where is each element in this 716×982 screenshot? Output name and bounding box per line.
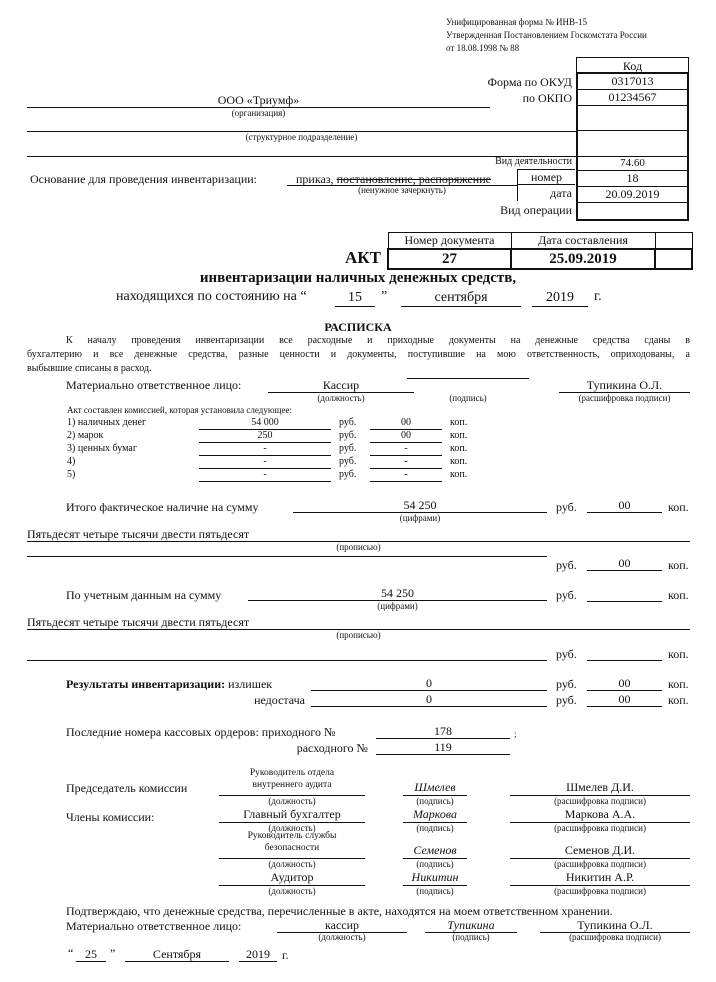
form-name: Унифицированная форма № ИНВ-15 bbox=[446, 17, 588, 27]
item-kop[interactable]: - bbox=[370, 456, 442, 469]
basis-label: Основание для проведения инвентаризации: bbox=[30, 172, 258, 186]
item-kop-label: коп. bbox=[450, 430, 468, 441]
receipt-text-3: выбывшие списаны в расход. bbox=[27, 363, 152, 374]
item-rub-label: руб. bbox=[339, 443, 357, 454]
confirmation-close-quote: ” bbox=[110, 946, 116, 960]
division-caption: (структурное подразделение) bbox=[245, 132, 358, 142]
confirmation-position-caption: (должность) bbox=[318, 932, 366, 942]
signature-name-caption: (расшифровка подписи) bbox=[554, 886, 646, 896]
signature-position[interactable]: Главный бухгалтер bbox=[243, 807, 341, 821]
act-empty-header bbox=[655, 233, 692, 250]
operation-label: Вид операции bbox=[500, 203, 572, 217]
signature-caption: (подпись) bbox=[416, 823, 454, 833]
form-approval: Утвержденная Постановлением Госкомстата России bbox=[446, 30, 647, 40]
signature-caption: (подпись) bbox=[416, 886, 454, 896]
book-kop[interactable] bbox=[587, 586, 662, 602]
book-label: По учетным данным на сумму bbox=[66, 588, 222, 602]
outgoing-order[interactable]: 119 bbox=[376, 740, 510, 755]
signature-handwritten[interactable]: Шмелев bbox=[414, 780, 456, 794]
item-kop-label: коп. bbox=[450, 443, 468, 454]
code-table bbox=[576, 57, 689, 221]
surplus-kop-label: коп. bbox=[668, 677, 689, 691]
signature-name[interactable]: Никитин А.Р. bbox=[565, 870, 635, 884]
item-kop[interactable]: - bbox=[370, 469, 442, 482]
confirmation-open-quote: “ bbox=[68, 946, 74, 960]
orders-label: Последние номера кассовых ордеров: приходного № bbox=[66, 725, 336, 739]
signature-name[interactable]: Семенов Д.И. bbox=[564, 843, 636, 857]
item-label: 2) марок bbox=[67, 430, 104, 441]
orders-separator: ; bbox=[514, 729, 517, 739]
item-rub-label: руб. bbox=[339, 469, 357, 480]
signature-position-line2[interactable]: внутреннего аудита bbox=[252, 780, 332, 790]
responsible-position-caption: (должность) bbox=[317, 393, 365, 403]
okud-label: Форма по ОКУД bbox=[487, 75, 572, 89]
book-words-kop-label: коп. bbox=[668, 647, 689, 661]
signature-handwritten[interactable]: Никитин bbox=[411, 870, 459, 884]
signature-position-caption: (должность) bbox=[268, 823, 316, 833]
actual-words[interactable]: Пятьдесят четыре тысячи двести пятьдесят bbox=[27, 527, 690, 542]
actual-kop-label: коп. bbox=[668, 500, 689, 514]
act-subtitle: инвентаризации наличных денежных средств, bbox=[199, 270, 517, 286]
signature-name-caption: (расшифровка подписи) bbox=[554, 823, 646, 833]
actual-words-line-2[interactable] bbox=[27, 556, 547, 557]
shortage-rub-label: руб. bbox=[556, 693, 577, 707]
confirmation-signature[interactable]: Тупикина bbox=[425, 918, 517, 933]
item-rub[interactable]: 250 bbox=[199, 430, 331, 443]
confirmation-year-suffix: г. bbox=[282, 948, 289, 962]
division-line-2 bbox=[27, 156, 576, 157]
item-label: 3) ценных бумаг bbox=[67, 443, 137, 454]
state-prefix: находящихся по состоянию на bbox=[116, 289, 297, 304]
item-label: 4) bbox=[67, 456, 76, 467]
item-rub[interactable]: - bbox=[199, 469, 331, 482]
outgoing-order-label: расходного № bbox=[296, 741, 368, 755]
signature-position-caption: (должность) bbox=[268, 796, 316, 806]
book-digits-caption: (цифрами) bbox=[377, 601, 418, 611]
okpo-value[interactable]: 01234567 bbox=[576, 90, 689, 106]
shortage-kop-label: коп. bbox=[668, 693, 689, 707]
shortage-kop[interactable]: 00 bbox=[587, 692, 662, 707]
surplus-label: излишек bbox=[228, 677, 273, 691]
act-title: АКТ bbox=[345, 248, 381, 267]
code-empty-1[interactable] bbox=[576, 106, 689, 131]
act-doc-table bbox=[387, 232, 693, 270]
receipt-text-1: К началу проведения инвентаризации все расходные и приходные документы на денежные средства сданы в bbox=[66, 335, 690, 346]
state-day[interactable]: 15 bbox=[335, 290, 375, 307]
state-year[interactable]: 2019 bbox=[532, 290, 588, 307]
responsible-position[interactable]: Кассир bbox=[268, 378, 414, 393]
open-quote: “ bbox=[300, 289, 307, 304]
results-label: Результаты инвентаризации: bbox=[66, 677, 226, 691]
responsible-name-caption: (расшифровка подписи) bbox=[578, 393, 671, 403]
activity-value[interactable]: 74.60 bbox=[576, 157, 689, 171]
state-month[interactable]: сентября bbox=[401, 290, 521, 307]
actual-words-kop[interactable]: 00 bbox=[587, 556, 662, 571]
book-words-rub-label: руб. bbox=[556, 647, 577, 661]
item-rub-label: руб. bbox=[339, 456, 357, 467]
book-words-kop[interactable] bbox=[587, 645, 662, 661]
item-kop[interactable]: - bbox=[370, 443, 442, 456]
signature-position-line2[interactable]: безопасности bbox=[264, 843, 320, 853]
book-kop-label: коп. bbox=[668, 588, 689, 602]
surplus-rub[interactable]: 0 bbox=[311, 676, 547, 691]
activity-label: Вид деятельности bbox=[495, 156, 572, 167]
signature-handwritten[interactable]: Семенов bbox=[413, 843, 457, 857]
item-rub-label: руб. bbox=[339, 430, 357, 441]
confirmation-responsible-label: Материально ответственное лицо: bbox=[66, 919, 242, 933]
signature-name[interactable]: Маркова А.А. bbox=[564, 807, 636, 821]
operation-value[interactable] bbox=[576, 203, 689, 221]
signature-name[interactable]: Шмелев Д.И. bbox=[566, 780, 634, 794]
receipt-title: РАСПИСКА bbox=[324, 320, 392, 334]
confirmation-month[interactable]: Сентября bbox=[125, 947, 229, 962]
form-approval-date: от 18.08.1998 № 88 bbox=[446, 43, 520, 53]
signature-position-line1: Руководитель отдела bbox=[249, 768, 335, 778]
actual-label: Итого фактическое наличие на сумму bbox=[66, 500, 259, 514]
confirmation-name-caption: (расшифровка подписи) bbox=[569, 932, 661, 942]
basis-number-label: номер bbox=[517, 169, 575, 185]
book-words-line-2[interactable] bbox=[27, 645, 547, 661]
item-label: 5) bbox=[67, 469, 76, 480]
basis-number-value[interactable]: 18 bbox=[576, 171, 689, 187]
book-rub-label: руб. bbox=[556, 588, 577, 602]
confirmation-day[interactable]: 25 bbox=[76, 947, 106, 962]
actual-rub[interactable]: 54 250 bbox=[293, 498, 547, 513]
confirmation-signature-caption: (подпись) bbox=[452, 932, 490, 942]
actual-words-rub-label: руб. bbox=[556, 558, 577, 572]
state-date-row bbox=[116, 289, 307, 305]
act-empty-cell bbox=[655, 249, 692, 269]
item-kop-label: коп. bbox=[450, 456, 468, 467]
results-row-surplus bbox=[66, 677, 272, 692]
book-words[interactable]: Пятьдесят четыре тысячи двести пятьдесят bbox=[27, 615, 690, 630]
item-kop-label: коп. bbox=[450, 469, 468, 480]
doc-number[interactable]: 27 bbox=[388, 249, 511, 269]
basis-caption: (ненужное зачеркнуть) bbox=[358, 185, 446, 195]
signature-position[interactable]: Аудитор bbox=[270, 870, 314, 884]
doc-date[interactable]: 25.09.2019 bbox=[511, 249, 655, 269]
item-kop[interactable]: 00 bbox=[370, 417, 442, 430]
item-rub[interactable]: - bbox=[199, 443, 331, 456]
surplus-rub-label: руб. bbox=[556, 677, 577, 691]
basis-kept: приказ, bbox=[296, 172, 337, 186]
responsible-signature[interactable] bbox=[407, 378, 529, 379]
signature-name-caption: (расшифровка подписи) bbox=[554, 859, 646, 869]
signature-handwritten[interactable]: Маркова bbox=[412, 807, 458, 821]
signature-position-line1: Руководитель службы bbox=[247, 831, 337, 841]
organization-name[interactable]: ООО «Триумф» bbox=[217, 93, 300, 107]
basis-date-divider bbox=[517, 185, 518, 201]
responsible-label: Материально ответственное лицо: bbox=[66, 378, 242, 392]
doc-number-header: Номер документа bbox=[388, 233, 511, 250]
shortage-rub[interactable]: 0 bbox=[311, 692, 547, 707]
receipt-text-2: бухгалтерию и все денежные средства, разные ценности и документы, поступившие на мою ответственность, оприходованы, а bbox=[27, 349, 690, 360]
organization-caption: (организация) bbox=[231, 108, 286, 118]
item-rub-label: руб. bbox=[339, 417, 357, 428]
responsible-signature-caption: (подпись) bbox=[449, 393, 487, 403]
responsible-name[interactable]: Тупикина О.Л. bbox=[559, 378, 690, 393]
signature-caption: (подпись) bbox=[416, 859, 454, 869]
confirmation-position[interactable]: кассир bbox=[277, 918, 407, 933]
basis-date-label: дата bbox=[550, 186, 572, 200]
book-rub[interactable]: 54 250 bbox=[248, 586, 547, 601]
actual-words-caption: (прописью) bbox=[336, 542, 381, 552]
surplus-kop[interactable]: 00 bbox=[587, 676, 662, 691]
code-header: Код bbox=[576, 57, 689, 74]
members-label: Члены комиссии: bbox=[66, 810, 155, 824]
confirmation-year[interactable]: 2019 bbox=[239, 947, 277, 962]
signature-caption: (подпись) bbox=[416, 796, 454, 806]
signature-position-caption: (должность) bbox=[268, 886, 316, 896]
actual-words-kop-label: коп. bbox=[668, 558, 689, 572]
incoming-order[interactable]: 178 bbox=[376, 724, 510, 739]
close-quote: ” bbox=[381, 289, 388, 304]
item-kop[interactable]: 00 bbox=[370, 430, 442, 443]
actual-kop[interactable]: 00 bbox=[587, 498, 662, 513]
okud-value[interactable]: 0317013 bbox=[576, 74, 689, 90]
confirmation-text: Подтверждаю, что денежные средства, перечисленные в акте, находятся на моем ответственном хранении. bbox=[66, 904, 613, 918]
signature-name-caption: (расшифровка подписи) bbox=[554, 796, 646, 806]
book-words-caption: (прописью) bbox=[336, 630, 381, 640]
item-rub[interactable]: - bbox=[199, 456, 331, 469]
basis-struck: постановление, распоряжение bbox=[336, 172, 491, 186]
commission-intro: Акт составлен комиссией, которая установила следующее: bbox=[67, 405, 292, 415]
doc-date-header: Дата составления bbox=[511, 233, 655, 250]
item-rub[interactable]: 54 000 bbox=[199, 417, 331, 430]
confirmation-name[interactable]: Тупикина О.Л. bbox=[540, 918, 690, 933]
basis-date-value[interactable]: 20.09.2019 bbox=[576, 187, 689, 203]
item-kop-label: коп. bbox=[450, 417, 468, 428]
chair-label: Председатель комиссии bbox=[66, 781, 188, 795]
actual-rub-label: руб. bbox=[556, 500, 577, 514]
okpo-label: по ОКПО bbox=[522, 91, 572, 105]
actual-digits-caption: (цифрами) bbox=[399, 513, 441, 523]
item-label: 1) наличных денег bbox=[67, 417, 147, 428]
signature-position-caption: (должность) bbox=[268, 859, 316, 869]
code-empty-2[interactable] bbox=[576, 131, 689, 157]
state-year-suffix: г. bbox=[594, 289, 602, 304]
shortage-label: недостача bbox=[254, 693, 305, 707]
